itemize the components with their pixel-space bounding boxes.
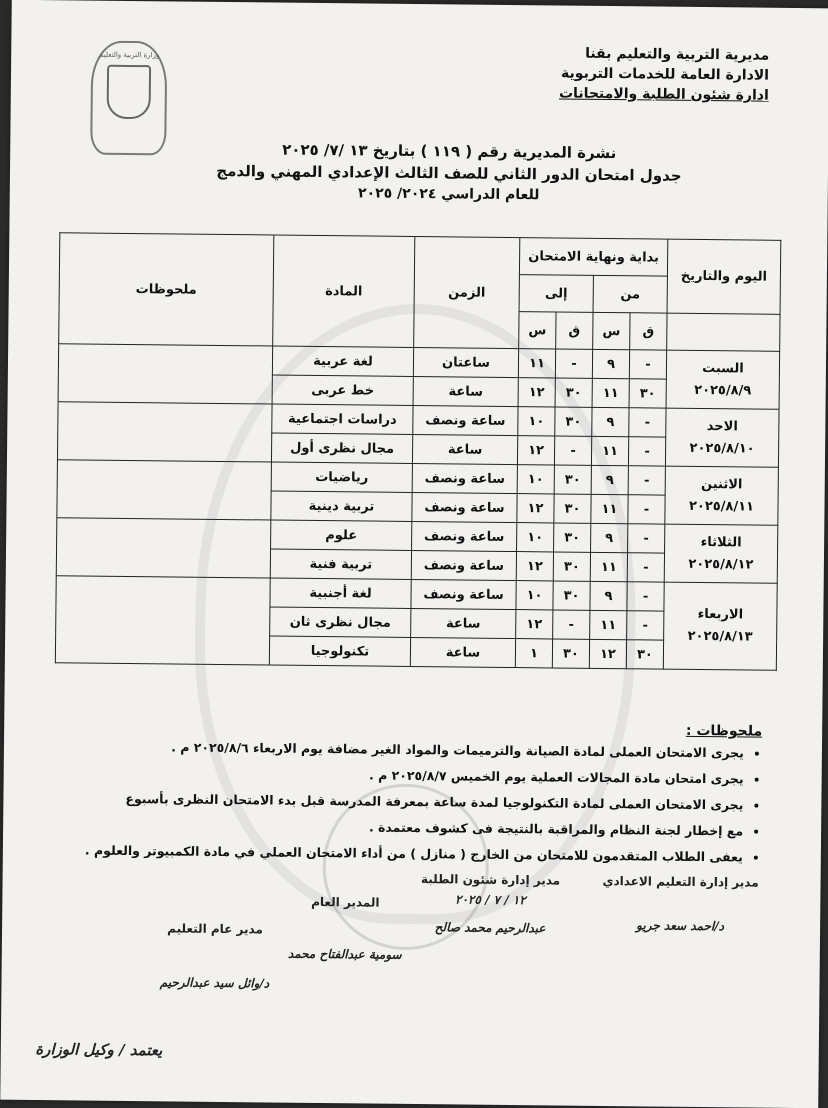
table-row: الاثنين ٢٠٢٥/٨/١١ - ٩ ٣٠ ١٠ ساعة ونصف رياضيات xyxy=(57,460,778,497)
notes-cell xyxy=(55,576,270,665)
logo-text: وزارة التربية والتعليم xyxy=(99,50,160,60)
day-cell: السبت ٢٠٢٥/٨/٩ xyxy=(666,350,780,409)
notes-cell xyxy=(57,402,272,462)
header-from-q: ق xyxy=(630,313,667,350)
header-from-s: س xyxy=(593,312,630,349)
table-row: - ١١ ٣٠ ١٢ ساعة ونصف تربية فنية xyxy=(56,547,777,584)
day-cell: الاحد ٢٠٢٥/٨/١٠ xyxy=(665,408,779,467)
table-row: ٣٠ ١١ ٣٠ ١٢ ساعة خط عربى xyxy=(58,373,779,410)
exam-schedule-table xyxy=(55,232,781,671)
signature-block-3 xyxy=(280,895,411,962)
notes-heading: ملحوظات : xyxy=(685,722,763,740)
note-item: • يجرى امتحان مادة المجالات العملية يوم الخميس ٢٠٢٥/٨/٧ م . xyxy=(34,764,744,786)
signature-title: مدير إدارة شئون الطلبة xyxy=(420,872,561,888)
bulletin-line: نشرة المديرية رقم ( ١١٩ ) بتاريخ ١٣ /٧/ ٢٠٢٥ xyxy=(282,140,617,163)
signature-name: عبدالرحيم محمد صالح xyxy=(434,920,546,936)
table-row: الاحد ٢٠٢٥/٨/١٠ - ٩ ٣٠ ١٠ ساعة ونصف دراسات اجتماعية xyxy=(58,402,779,439)
header-notes: ملحوظات xyxy=(59,233,274,346)
signature-title: مدير عام التعليم xyxy=(167,921,263,937)
note-item: • مع إخطار لجنة النظام والمراقبة بالنتيجة فى كشوف معتمدة . xyxy=(33,816,743,838)
header-from: من xyxy=(593,275,667,313)
table-row: - ١١ - ١٢ ساعة مجال نظرى أول xyxy=(57,431,778,468)
table-row: ٣٠ ١٢ ٣٠ ١ ساعة تكنولوجيا xyxy=(55,634,776,671)
table-row: السبت ٢٠٢٥/٨/٩ - ٩ - ١١ ساعتان لغة عربية xyxy=(58,344,779,381)
header-range: بداية ونهاية الامتحان xyxy=(519,238,667,277)
notes-cell xyxy=(56,518,271,578)
signature-date: ١٢ / ٧ / ٢٠٢٥ xyxy=(454,892,526,908)
org-line-3: ادارة شئون الطلبة والامتحانات xyxy=(558,85,769,104)
header-to-q: ق xyxy=(556,312,593,349)
schedule-title: جدول امتحان الدور الثاني للصف الثالث الإعدادي المهني والدمج xyxy=(216,161,682,185)
notes-cell xyxy=(57,460,272,520)
note-item: • يجرى الامتحان العملى لمادة التكنولوجيا لمدة ساعة بمعرفة المدرسة قبل بدء الامتحان النظرى بأسبوع xyxy=(33,790,743,812)
signature-name: د/وائل سيد عبدالرحيم xyxy=(159,975,270,991)
note-item: • يجرى الامتحان العملى لمادة الصيانة والترميمات والمواد الغير مضافة يوم الاربعاء ٢٠٢٥/٨/٦ م . xyxy=(34,738,744,760)
signature-block-1 xyxy=(590,874,771,934)
header-to: إلى xyxy=(519,275,593,313)
academic-year: للعام الدراسي ٢٠٢٤/ ٢٠٢٥ xyxy=(357,185,540,204)
day-cell: الاربعاء ٢٠٢٥/٨/١٣ xyxy=(663,582,777,670)
signature-block-2 xyxy=(400,872,581,936)
signature-block-4 xyxy=(139,921,290,991)
signature-title: مدير إدارة التعليم الاعدادي xyxy=(602,873,759,890)
org-line-1: مديرية التربية والتعليم بقنا xyxy=(585,45,770,64)
ministry-logo xyxy=(90,41,167,156)
signature-name: د/احمد سعد جريو xyxy=(636,918,725,934)
notes-section xyxy=(33,716,763,876)
approval-line: يعتمد / وكيل الوزارة xyxy=(35,1040,163,1060)
header-duration: الزمن xyxy=(414,236,520,348)
signature-title: المدير العام xyxy=(311,894,380,910)
document-titles xyxy=(130,139,769,206)
header-empty xyxy=(667,313,780,351)
day-cell: الثلاثاء ٢٠٢٥/٨/١٢ xyxy=(664,524,778,583)
notes-cell xyxy=(58,344,273,404)
header-day: اليوم والتاريخ xyxy=(667,239,781,314)
signature-name: سومية عبدالفتاح محمد xyxy=(287,946,402,962)
day-cell: الاثنين ٢٠٢٥/٨/١١ xyxy=(665,466,779,525)
org-line-2: الادارة العامة للخدمات التربوية xyxy=(561,65,770,84)
note-item: • يعفى الطلاب المتقدمون للامتحان من الخارج ( منازل ) من أداء الامتحان العملي في مادة الكمبيوتر والعلوم . xyxy=(33,842,743,864)
header-to-s: س xyxy=(519,312,556,349)
table-row: الاربعاء ٢٠٢٥/٨/١٣ - ٩ ٣٠ ١٠ ساعة ونصف لغة أجنبية xyxy=(56,576,777,613)
shield-icon xyxy=(107,65,152,119)
table-row: - ١١ ٣٠ ١٢ ساعة ونصف تربية دينية xyxy=(57,489,778,526)
organization-header xyxy=(559,43,769,105)
table-row: الثلاثاء ٢٠٢٥/٨/١٢ - ٩ ٣٠ ١٠ ساعة ونصف علوم xyxy=(57,518,778,555)
table-row: - ١١ - ١٢ ساعة مجال نظرى ثان xyxy=(56,605,777,642)
header-subject: المادة xyxy=(273,235,415,347)
